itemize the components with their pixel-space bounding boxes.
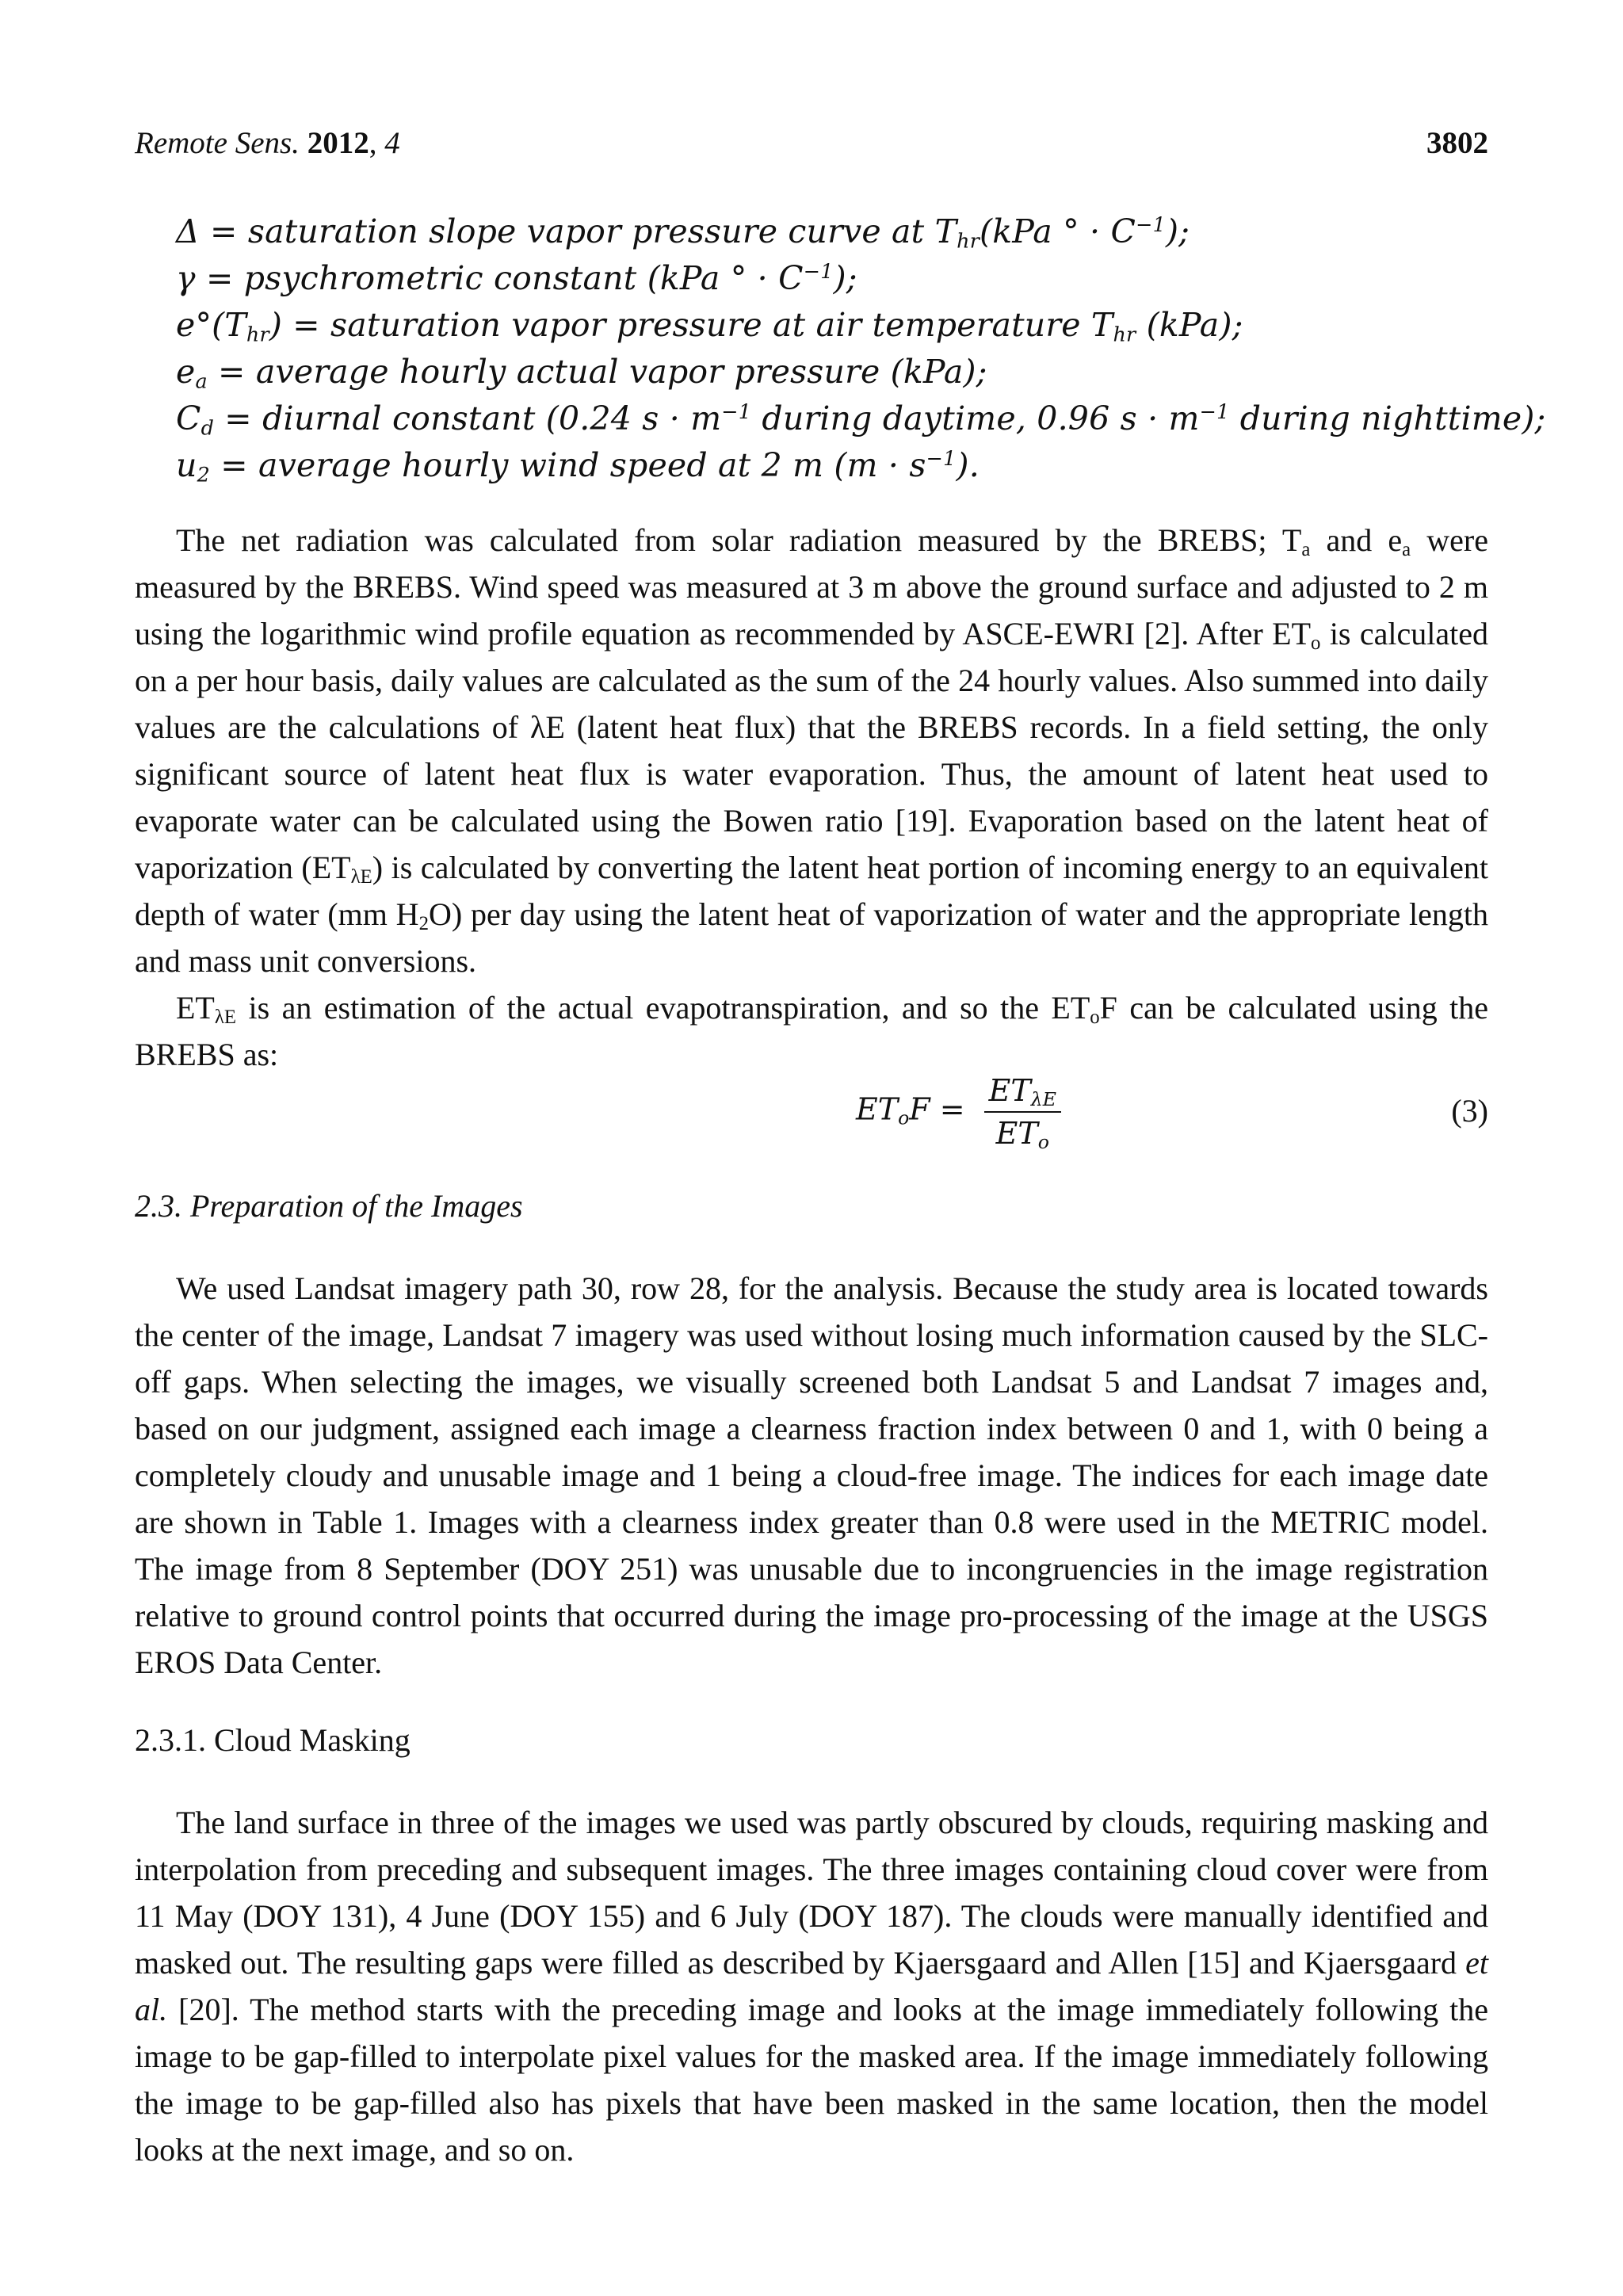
equation-3 — [135, 1054, 1488, 1153]
section-heading-2-3-1: 2.3.1. Cloud Masking — [135, 1722, 411, 1758]
running-header — [135, 125, 1488, 166]
equation-expression: $ET_oF$ = $\frac{ET_{\lambda E}}{ET_o}$ — [856, 1070, 1061, 1154]
equation-fraction — [984, 1070, 1061, 1154]
variable-definitions — [176, 212, 1546, 493]
paragraph-image-preparation: We used Landsat imagery path 30, row 28, for the analysis. Because the study area is located towards the center of the image, Landsat 7 imagery was used without losing much information caused by the SLC-off gaps. When selecting the images, we visually screened both Landsat 5 and Landsat 7 images and, based on our judgment, assigned each image a clearness fraction index between 0 and 1, with 0 being a completely cloudy and unusable image and 1 being a cloud-free image. The indices for each image date are shown in Table 1. Images with a clearness index greater than 0.8 were used in the METRIC model. The image from 8 September (DOY 251) was unusable due to incongruencies in the image registration relative to ground control points that occurred during the image pro-processing of the image at the USGS EROS Data Center. — [135, 1270, 1488, 1680]
journal-volume: 4 — [384, 126, 400, 160]
section-heading-2-3: 2.3. Preparation of the Images — [135, 1188, 523, 1224]
page-number: 3802 — [1426, 126, 1488, 160]
paragraph-cloud-masking: The land surface in three of the images we used was partly obscured by clouds, requiring masking and interpolation from preceding and subsequent images. The three images containing cloud cover were from 11 May (DOY 131), 4 June (DOY 155) and 6 July (DOY 187). The clouds were manually identified and masked out. The resulting gaps were filled as described by Kjaersgaard and Allen [15] and Kjaersgaard et al. [20]. The method starts with the preceding image and looks at the image immediately following the image to be gap-filled to interpolate pixel values for the masked area. If the image immediately following the image to be gap-filled also has pixels that have been masked in the same location, then the model looks at the next image, and so on. — [135, 1805, 1488, 2168]
paragraph-et-fraction: $ET_{\lambda E}$ is an estimation of the actual evapotranspiration, and so the $ET_oF$ can be calculated using the BREBS as: — [135, 990, 1488, 1072]
definition-delta: Δ = saturation slope vapor pressure curve at $T_{hr}(kPa$ ° · $C^{-1}$); — [176, 212, 1190, 253]
definition-wind-speed: $u_2$ = average hourly wind speed at 2 m $(m \cdot s^{-1})$. — [176, 446, 980, 487]
equation-denominator: $ET_o$ — [995, 1116, 1049, 1153]
journal-name: Remote Sens. — [135, 126, 300, 160]
paragraph-net-radiation: The net radiation was calculated from solar radiation measured by the BREBS; $T_a$ and $e_a$ were measured by the BREBS. Wind speed was measured at 3 m above the ground surface and adjusted to 2 m using the logarithmic wind profile equation as recommended by ASCE-EWRI [2]. After $ET_o$ is calculated on a per hour basis, daily values are calculated as the sum of the 24 hourly values. Also summed into daily values are the calculations of λE (latent heat flux) that the BREBS records. In a field setting, the only significant source of latent heat flux is water evaporation. Thus, the amount of latent heat used to evaporate water can be calculated using the Bowen ratio [19]. Evaporation based on the latent heat of vaporization $(ET_{\lambda E})$ is calculated by converting the latent heat portion of incoming energy to an equivalent depth of water (mm $H_2O$) per day using the latent heat of vaporization of water and the appropriate length and mass unit conversions. — [135, 522, 1489, 979]
body-text-block-1 — [135, 517, 1488, 1078]
definition-saturation-vapor-pressure: $e^\circ(T_{hr})$ = saturation vapor pressure at air temperature $T_{hr}$ (kPa); — [176, 306, 1243, 346]
journal-citation — [135, 125, 400, 161]
equation-numerator: $ET_{\lambda E}$ — [984, 1070, 1061, 1113]
definition-diurnal-constant: $C_d$ = diurnal constant (0.24 $s \cdot m^{-1}$ during daytime, 0.96 $s \cdot m^{-1}$ during nighttime); — [176, 399, 1546, 440]
definition-actual-vapor-pressure: $e_a$ = average hourly actual vapor pressure (kPa); — [176, 353, 987, 393]
journal-year: 2012 — [307, 126, 369, 160]
equation-number: (3) — [1451, 1093, 1488, 1129]
body-text-block-2 — [135, 1265, 1488, 1686]
citation-separator: , — [369, 126, 377, 160]
body-text-block-3 — [135, 1799, 1488, 2173]
definition-gamma: γ = psychrometric constant (kPa ° · $C^{-1}$); — [176, 259, 857, 297]
